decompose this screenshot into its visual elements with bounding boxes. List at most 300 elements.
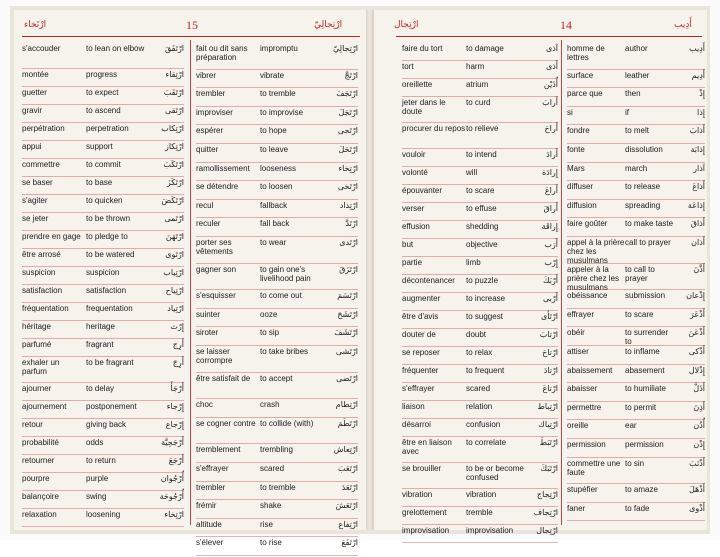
entry-arabic: أَذاقَ	[690, 219, 705, 229]
entry-french: commettre une faute	[567, 458, 621, 477]
entry-french: douter de	[402, 330, 436, 339]
entry-arabic: ارْتَعَدَ	[341, 482, 358, 492]
entry-separator	[402, 542, 558, 543]
entry-french: s'esquisser	[196, 291, 236, 301]
entry-arabic: ارْتِخاء	[338, 163, 358, 173]
entry-separator	[196, 536, 358, 537]
entry-french: permission	[567, 440, 606, 449]
entry-french: liaison	[402, 402, 425, 411]
entry-french: désarroi	[402, 420, 431, 429]
entry-separator	[22, 140, 184, 141]
entry-english: spreading	[625, 200, 661, 210]
dictionary-entry	[22, 44, 184, 70]
entry-arabic: ارْتاحَ	[542, 348, 558, 357]
entry-separator	[402, 78, 558, 79]
entry-separator	[22, 68, 184, 69]
entry-arabic: أَراقَ	[543, 204, 558, 213]
left-page-header	[14, 20, 366, 42]
entry-arabic: ارْتَشَفَ	[334, 328, 358, 338]
entry-english: satisfaction	[86, 286, 127, 295]
entry-arabic: إِذا	[696, 107, 705, 117]
right-header-start-word: ارْتِجال	[394, 20, 419, 30]
entry-french: satisfaction	[22, 286, 63, 295]
entry-arabic: أَذِنَ	[693, 402, 705, 412]
entry-english: suspicion	[86, 268, 120, 277]
entry-french: balançoire	[22, 492, 59, 501]
entry-arabic: أَذابَ	[689, 126, 705, 136]
entry-english: to suggest	[466, 312, 503, 321]
entry-french: épouvanter	[402, 186, 443, 195]
entry-french: faire goûter	[567, 219, 608, 229]
entry-english: dissolution	[625, 145, 663, 154]
entry-separator	[567, 419, 705, 420]
entry-french: ajournement	[22, 402, 67, 411]
entry-separator	[402, 506, 558, 507]
entry-french: obéir	[567, 328, 585, 338]
entry-separator	[196, 106, 358, 107]
entry-separator	[22, 356, 184, 357]
entry-arabic: ارْتادَ	[543, 366, 558, 375]
entry-separator	[196, 217, 358, 218]
entry-arabic: ارْتِجالِيّ	[332, 44, 358, 53]
entry-arabic: ارْتَكَبَ	[163, 160, 184, 169]
entry-separator	[22, 490, 184, 491]
entry-arabic: ارْتَبَكَ	[540, 464, 558, 473]
entry-arabic: إِذْعان	[686, 291, 705, 301]
entry-english: tremble	[466, 508, 493, 517]
entry-arabic: ارْتَأى	[540, 312, 558, 321]
entry-separator	[196, 443, 358, 444]
entry-english: harm	[466, 62, 485, 71]
entry-english: purple	[86, 474, 109, 483]
entry-french: recul	[196, 200, 214, 210]
entry-french: se brouiller	[402, 464, 442, 473]
entry-separator	[567, 457, 705, 458]
entry-separator	[22, 454, 184, 455]
entry-separator	[22, 472, 184, 473]
entry-english: giving back	[86, 420, 127, 429]
entry-french: probabilité	[22, 438, 59, 447]
entry-arabic: أَذْعَرَ	[690, 309, 705, 319]
entry-english: to return	[86, 456, 116, 465]
entry-english: to base	[86, 178, 113, 187]
entry-separator	[196, 236, 358, 237]
entry-english: fall back	[260, 219, 290, 229]
entry-arabic: ارْتابَ	[539, 330, 558, 339]
entry-separator	[22, 266, 184, 267]
entry-french: trembler	[196, 482, 226, 492]
entry-separator	[402, 148, 558, 149]
entry-french: abaisser	[567, 384, 598, 394]
entry-arabic: أَذَّنَ	[693, 264, 705, 274]
entry-separator	[567, 308, 705, 309]
entry-separator	[402, 382, 558, 383]
entry-arabic: ارْتَكَزَ	[166, 178, 184, 187]
entry-english: permission	[625, 440, 664, 449]
entry-english: fragrant	[86, 340, 114, 349]
entry-french: homme de lettres	[567, 44, 605, 62]
left-header-end-word: ارْتِجالِيّ	[314, 20, 343, 30]
entry-separator	[22, 382, 184, 383]
entry-english: to be watered	[86, 250, 135, 259]
entry-english: confusion	[466, 420, 501, 429]
entry-english: to sin	[625, 458, 645, 468]
entry-separator	[567, 162, 705, 163]
entry-separator	[567, 364, 705, 365]
entry-separator	[402, 60, 558, 61]
entry-separator	[567, 345, 705, 346]
entry-french: tort	[402, 62, 414, 71]
entry-french: se jeter	[22, 214, 49, 223]
entry-french: se baser	[22, 178, 53, 187]
entry-english: submission	[625, 291, 666, 301]
entry-english: leather	[625, 70, 650, 80]
entry-separator	[196, 518, 358, 519]
entry-french: guetter	[22, 88, 47, 97]
entry-french: décontenancer	[402, 276, 455, 285]
entry-french: frémir	[196, 501, 217, 511]
dictionary-entry	[196, 419, 358, 446]
entry-english: shake	[260, 501, 282, 511]
entry-arabic: ارْتَعَشَ	[335, 501, 358, 511]
entry-french: perpétration	[22, 124, 65, 133]
entry-arabic: أُذَيْن	[543, 80, 558, 89]
entry-arabic: إِرْجاء	[166, 402, 184, 411]
entry-arabic: أَذْهَلَ	[688, 485, 705, 495]
entry-english: to accept	[260, 373, 293, 383]
entry-french: diffusion	[567, 200, 597, 210]
entry-separator	[196, 462, 358, 463]
entry-separator	[196, 162, 358, 163]
entry-separator	[402, 122, 558, 123]
entry-separator	[196, 199, 358, 200]
entry-english: to delay	[86, 384, 115, 393]
entry-arabic: ارْتَهَنَ	[165, 232, 184, 241]
entry-english: to be or become confused	[466, 464, 524, 482]
entry-arabic: أَرْبى	[543, 294, 558, 303]
right-header-rule	[396, 36, 702, 37]
entry-french: tremblement	[196, 445, 241, 455]
entry-english: to be thrown	[86, 214, 131, 223]
entry-separator	[22, 526, 184, 527]
entry-separator	[402, 488, 558, 489]
entry-arabic: ارْتَكَضَ	[161, 196, 184, 205]
entry-arabic: ارْتَدى	[339, 238, 358, 247]
entry-french: montée	[22, 70, 49, 79]
entry-english: vibrate	[260, 70, 285, 80]
entry-english: trembling	[260, 445, 293, 455]
dictionary-entry	[567, 238, 705, 265]
entry-arabic: أَذْنَبَ	[689, 458, 705, 468]
entry-french: exhaler un parfum	[22, 358, 60, 376]
entry-french: se cogner contre	[196, 418, 256, 428]
entry-arabic: أَرِجَ	[172, 358, 184, 367]
entry-separator	[22, 508, 184, 509]
entry-french: obéissance	[567, 291, 608, 301]
entry-french: altitude	[196, 519, 222, 529]
entry-english: to permit	[625, 402, 657, 412]
entry-separator	[22, 320, 184, 321]
entry-french: oreille	[567, 421, 589, 431]
right-page-number: 14	[560, 18, 572, 32]
entry-arabic: إِذابَة	[690, 145, 705, 154]
entry-french: gravir	[22, 106, 43, 115]
entry-french: prendre en gage	[22, 232, 81, 241]
entry-separator	[402, 524, 558, 525]
dictionary-entry	[196, 44, 358, 71]
entry-english: if	[625, 107, 629, 117]
entry-english: fallback	[260, 200, 288, 210]
entry-french: improvisation	[402, 526, 450, 535]
entry-separator	[402, 166, 558, 167]
right-page	[373, 10, 707, 535]
entry-separator	[567, 401, 705, 402]
entry-french: permettre	[567, 402, 602, 412]
entry-separator	[402, 96, 558, 97]
entry-english: limb	[466, 258, 481, 267]
entry-french: retour	[22, 420, 43, 429]
entry-french: attiser	[567, 347, 589, 356]
entry-separator	[402, 202, 558, 203]
entry-french: pourpre	[22, 474, 50, 483]
entry-english: to rise	[260, 538, 282, 548]
entry-french: effrayer	[567, 309, 594, 319]
entry-arabic: ارْتِفاع	[338, 519, 358, 529]
entry-french: choc	[196, 400, 213, 410]
entry-french: siroter	[196, 328, 219, 338]
entry-english: impromptu	[260, 44, 298, 53]
entry-english: to curd	[466, 98, 491, 107]
entry-french: retourner	[22, 456, 55, 465]
entry-french: s'élever	[196, 538, 224, 548]
entry-english: ear	[625, 421, 637, 431]
entry-arabic: إِرْب	[544, 258, 558, 267]
entry-english: to melt	[625, 126, 650, 136]
entry-arabic: أَرادَ	[546, 150, 558, 159]
entry-french: procurer du repos	[402, 124, 466, 133]
entry-english: atrium	[466, 80, 489, 89]
book-gutter	[366, 10, 373, 530]
entry-arabic: ارْتِكاز	[164, 142, 184, 151]
entry-arabic: ارْتِكاب	[161, 124, 184, 133]
dictionary-entry	[402, 98, 558, 124]
entry-english: loosening	[86, 510, 121, 519]
entry-french: si	[567, 107, 573, 117]
entry-separator	[567, 483, 705, 484]
entry-arabic: أَراحَ	[544, 124, 558, 133]
entry-separator	[567, 143, 705, 144]
entry-arabic: ارْتِجاف	[533, 508, 558, 517]
entry-english: to frequent	[466, 366, 505, 375]
entry-french: Mars	[567, 163, 585, 173]
entry-separator	[402, 418, 558, 419]
entry-separator	[402, 292, 558, 293]
entry-arabic: إِرادَة	[541, 168, 558, 177]
entry-english: scared	[466, 384, 491, 393]
entry-separator	[196, 372, 358, 373]
entry-english: to intend	[466, 150, 497, 159]
entry-french: porter ses vêtements	[196, 238, 233, 256]
entry-french: quitter	[196, 145, 219, 154]
entry-english: perpetration	[86, 124, 129, 133]
entry-english: will	[466, 168, 478, 177]
entry-arabic: أَرْجَعَ	[168, 456, 184, 465]
entry-french: vibration	[402, 490, 433, 499]
entry-french: effusion	[402, 222, 430, 231]
entry-arabic: أَرَب	[544, 240, 558, 249]
entry-arabic: أَرْبَكَ	[542, 276, 558, 285]
dictionary-entry	[196, 374, 358, 401]
entry-separator	[22, 436, 184, 437]
entry-separator	[22, 248, 184, 249]
entry-separator	[567, 382, 705, 383]
entry-english: progress	[86, 70, 118, 79]
entry-french: être en liaison avec	[402, 438, 452, 456]
entry-english: to call to prayer	[625, 264, 655, 283]
entry-arabic: ارْتِياب	[163, 268, 184, 277]
entry-arabic: أَرْجَأَ	[170, 384, 184, 393]
entry-english: to relieve	[466, 124, 499, 133]
entry-english: to release	[625, 182, 661, 192]
entry-separator	[402, 184, 558, 185]
entry-separator	[196, 289, 358, 290]
entry-french: faire du tort	[402, 44, 443, 53]
entry-arabic: أُرْجُوان	[160, 474, 184, 483]
entry-french: suinter	[196, 309, 221, 319]
entry-separator	[22, 194, 184, 195]
entry-english: to fade	[625, 503, 650, 513]
dictionary-entry	[567, 44, 705, 71]
dictionary-entry	[402, 438, 558, 464]
entry-english: swing	[86, 492, 107, 501]
entry-french: abaissement	[567, 365, 613, 375]
entry-english: doubt	[466, 330, 487, 339]
entry-french: ramollissement	[196, 163, 250, 173]
entry-separator	[22, 122, 184, 123]
open-book	[10, 6, 710, 548]
entry-french: diffuser	[567, 182, 594, 192]
entry-arabic: أَذْوى	[689, 503, 705, 513]
entry-separator	[567, 438, 705, 439]
entry-arabic: إِذْ	[699, 89, 705, 99]
entry-separator	[402, 238, 558, 239]
entry-separator	[22, 418, 184, 419]
entry-separator	[196, 417, 358, 418]
entry-french: s'agiter	[22, 196, 48, 205]
entry-french: fréquenter	[402, 366, 439, 375]
entry-french: parce que	[567, 89, 603, 99]
entry-french: partie	[402, 258, 423, 267]
entry-arabic: ارْتِخاء	[164, 510, 184, 519]
entry-arabic: ارْتَقَبَ	[163, 88, 184, 97]
entry-arabic: ارْتَسَمَ	[337, 291, 358, 301]
entry-english: to pledge to	[86, 232, 128, 241]
entry-french: fondre	[567, 126, 590, 136]
entry-english: author	[625, 44, 648, 53]
entry-arabic: ارْتِعاش	[333, 445, 358, 455]
entry-arabic: إِذْن	[693, 440, 705, 449]
entry-arabic: ارْتِجال	[536, 526, 558, 535]
entry-separator	[196, 180, 358, 181]
right-column-divider	[561, 40, 562, 525]
entry-french: vouloir	[402, 150, 426, 159]
entry-english: to effuse	[466, 204, 497, 213]
entry-arabic: ارْتَوى	[165, 250, 184, 259]
entry-separator	[567, 326, 705, 327]
entry-arabic: إِذْلال	[688, 365, 705, 375]
entry-english: postponement	[86, 402, 137, 411]
entry-arabic: إِراقَة	[541, 222, 558, 231]
entry-french: oreillette	[402, 80, 433, 89]
entry-arabic: إِذاعَة	[687, 200, 705, 210]
entry-separator	[22, 400, 184, 401]
entry-english: to quicken	[86, 196, 123, 205]
entry-french: improviser	[196, 107, 233, 117]
right-page-header	[374, 20, 707, 42]
entry-english: heritage	[86, 322, 115, 331]
entry-french: augmenter	[402, 294, 441, 303]
entry-arabic: أَرِج	[172, 340, 184, 349]
dictionary-entry	[22, 358, 184, 384]
entry-english: looseness	[260, 163, 297, 173]
entry-english: crash	[260, 400, 280, 410]
entry-separator	[22, 104, 184, 105]
entry-arabic: آذار	[693, 163, 705, 173]
entry-french: gagner son	[196, 264, 237, 274]
entry-french: verser	[402, 204, 425, 213]
entry-separator	[22, 302, 184, 303]
entry-arabic: أَذَلَّ	[693, 384, 705, 394]
entry-french: reculer	[196, 219, 221, 229]
entry-arabic: ارْتِياد	[167, 304, 184, 313]
entry-separator	[196, 398, 358, 399]
entry-separator	[402, 346, 558, 347]
entry-english: rise	[260, 519, 273, 529]
entry-separator	[196, 69, 358, 70]
entry-arabic: ارْتَجَلَ	[338, 107, 358, 117]
entry-arabic: ارْتَحَلَ	[338, 145, 358, 154]
entry-arabic: آذى	[545, 44, 558, 53]
entry-french: vibrer	[196, 70, 217, 80]
entry-separator	[567, 199, 705, 200]
entry-arabic: ارْتَقى	[164, 106, 184, 115]
entry-french: suspicion	[22, 268, 56, 277]
entry-english: to inflame	[625, 347, 660, 356]
entry-arabic: ارْتِداد	[339, 200, 358, 210]
entry-french: fonte	[567, 145, 585, 154]
entry-english: to puzzle	[466, 276, 499, 285]
entry-separator	[567, 180, 705, 181]
entry-separator	[567, 236, 705, 237]
entry-english: abasement	[625, 365, 665, 375]
entry-english: to come out	[260, 291, 302, 301]
entry-separator	[567, 502, 705, 503]
entry-separator	[22, 338, 184, 339]
entry-arabic: أَذاعَ	[692, 182, 705, 192]
entry-separator	[22, 176, 184, 177]
entry-french: appui	[22, 142, 42, 151]
entry-separator	[567, 124, 705, 125]
left-page	[14, 10, 367, 548]
entry-french: grelottement	[402, 508, 447, 517]
left-page-number: 15	[186, 18, 198, 32]
entry-separator	[402, 328, 558, 329]
entry-french: parfumé	[22, 340, 52, 349]
entry-english: to leave	[260, 145, 289, 154]
entry-english: to correlate	[466, 438, 507, 447]
entry-english: to take bribes	[260, 347, 309, 356]
entry-separator	[402, 274, 558, 275]
